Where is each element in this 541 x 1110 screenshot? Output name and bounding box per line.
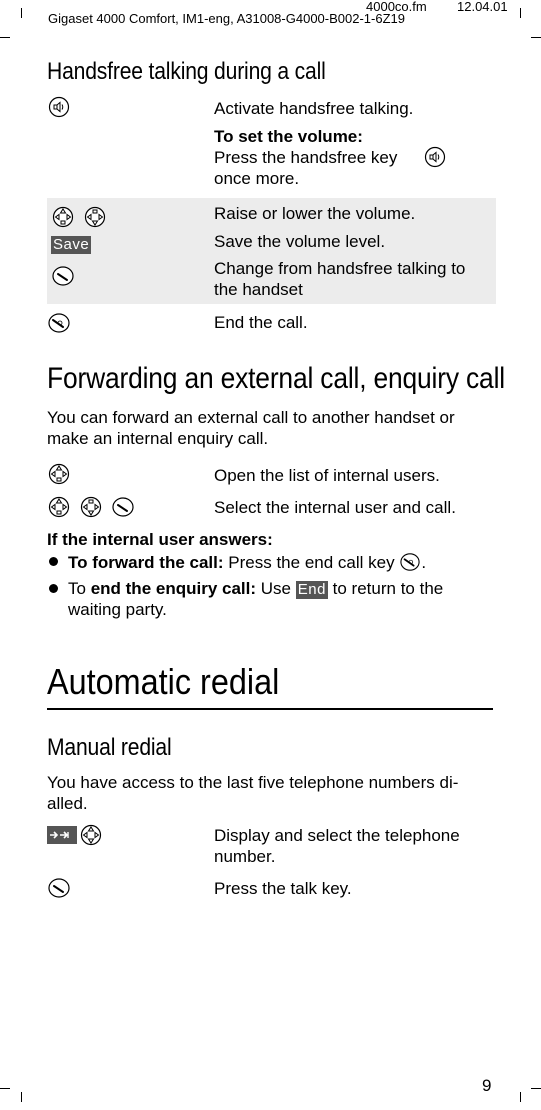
section3-intro-line1: You have access to the last five telephone numbers di- bbox=[47, 773, 459, 792]
bullet-enquiry-line2: waiting party. bbox=[68, 600, 167, 619]
page-number: 9 bbox=[482, 1076, 492, 1095]
activate-text: Activate handsfree talking. bbox=[214, 99, 414, 118]
handsfree-icon bbox=[48, 96, 70, 118]
open-list-text: Open the list of internal users. bbox=[214, 466, 440, 485]
crop-mark bbox=[21, 1092, 22, 1102]
section2-intro-line1: You can forward an external call to another handset or bbox=[47, 408, 455, 427]
talk-icon bbox=[48, 877, 70, 899]
save-level-text: Save the volume level. bbox=[214, 232, 386, 251]
set-volume-line1: Press the handsfree key bbox=[214, 148, 398, 167]
nav-key-icon bbox=[48, 463, 70, 485]
handsfree-icon bbox=[424, 146, 446, 168]
section2-intro-line2: make an internal enquiry call. bbox=[47, 429, 269, 448]
crop-mark bbox=[21, 8, 22, 18]
nav-up-icon bbox=[52, 206, 74, 228]
nav-key-icon bbox=[80, 824, 102, 846]
talk-icon bbox=[52, 265, 74, 287]
end-call-icon bbox=[399, 552, 421, 572]
talk-icon bbox=[112, 496, 134, 518]
bullet-enquiry: To end the enquiry call: Use End to return to the bbox=[68, 579, 444, 598]
display-line2: number. bbox=[214, 847, 276, 866]
section-title: Manual redial bbox=[47, 734, 172, 761]
select-user-text: Select the internal user and call. bbox=[214, 498, 456, 517]
header-date: 12.04.01 bbox=[457, 0, 508, 14]
nav-up-icon bbox=[48, 496, 70, 518]
if-answers-heading: If the internal user answers: bbox=[47, 530, 273, 549]
crop-mark bbox=[520, 1092, 521, 1102]
chapter-title: Automatic redial bbox=[47, 661, 280, 702]
save-softkey: Save bbox=[53, 236, 90, 253]
section3-intro-line2: alled. bbox=[47, 794, 88, 813]
nav-down-icon bbox=[84, 206, 106, 228]
crop-mark bbox=[531, 1088, 541, 1089]
bullet-dot bbox=[49, 584, 58, 593]
press-talk-text: Press the talk key. bbox=[214, 879, 352, 898]
bullet-forward: To forward the call: Press the end call key . bbox=[68, 553, 427, 572]
crop-mark bbox=[0, 37, 10, 38]
crop-mark bbox=[531, 37, 541, 38]
crop-mark bbox=[520, 8, 521, 18]
section-title: Handsfree talking during a call bbox=[47, 58, 326, 85]
end-softkey: End bbox=[297, 581, 326, 598]
display-line1: Display and select the telephone bbox=[214, 826, 460, 845]
change-line1: Change from handsfree talking to bbox=[214, 259, 466, 278]
set-volume-line2: once more. bbox=[214, 169, 300, 188]
bullet-dot bbox=[49, 557, 58, 566]
header-doc-info: Gigaset 4000 Comfort, IM1-eng, A31008-G4000-B002-1-6Z19 bbox=[48, 11, 405, 26]
section-title: Forwarding an external call, enquiry call bbox=[47, 362, 505, 395]
change-line2: the handset bbox=[214, 280, 303, 299]
nav-down-icon bbox=[80, 496, 102, 518]
set-volume-title: To set the volume: bbox=[214, 127, 363, 146]
end-call-text: End the call. bbox=[214, 313, 308, 332]
redial-icon bbox=[47, 826, 77, 844]
end-call-icon bbox=[48, 312, 70, 334]
header-filename: 4000co.fm bbox=[366, 0, 427, 14]
chapter-rule bbox=[47, 708, 493, 710]
crop-mark bbox=[0, 1088, 10, 1089]
raise-lower-text: Raise or lower the volume. bbox=[214, 204, 416, 223]
